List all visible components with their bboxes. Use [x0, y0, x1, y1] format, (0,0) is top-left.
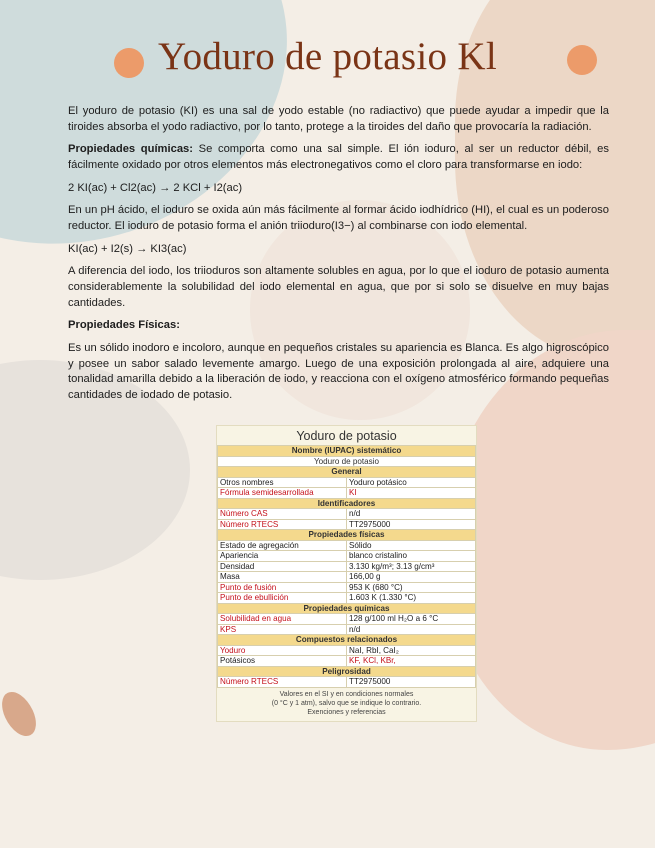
infobox-section-header — [218, 666, 476, 677]
infobox-row-label: Estado de agregación — [218, 540, 347, 551]
infobox-title: Yoduro de potasio — [296, 429, 397, 443]
infobox-row-label: Otros nombres — [218, 477, 347, 488]
infobox — [216, 425, 477, 722]
infobox-row — [218, 519, 476, 530]
infobox-row-label[interactable]: Solubilidad en agua — [218, 614, 347, 625]
physical-properties-heading — [68, 318, 609, 334]
infobox-row-value: Sólido — [347, 540, 476, 551]
infobox-section-header — [218, 498, 476, 509]
infobox-subheader-text: Yoduro de potasio — [218, 456, 476, 467]
infobox-row — [218, 509, 476, 520]
infobox-section-header — [218, 635, 476, 646]
equation-1: 2 KI(ac) + Cl2(ac) → 2 KCl + I2(ac) — [68, 181, 243, 194]
infobox-row — [218, 593, 476, 604]
infobox-section-header — [218, 467, 476, 478]
infobox-table — [217, 445, 476, 688]
infobox-row-value: NaI, RbI, CaI₂ — [347, 645, 476, 656]
infobox-footer — [217, 688, 476, 721]
infobox-row-label[interactable]: Yoduro — [218, 645, 347, 656]
physical-properties-heading-text: Propiedades Físicas: — [68, 319, 180, 332]
infobox-row — [218, 477, 476, 488]
infobox-row-value: n/d — [347, 509, 476, 520]
infobox-row-value: 128 g/100 ml H₂O a 6 °C — [347, 614, 476, 625]
infobox-row — [218, 551, 476, 562]
infobox-row — [218, 582, 476, 593]
equation-2: KI(ac) + I2(s) → KI3(ac) — [68, 242, 187, 255]
infobox-row — [218, 540, 476, 551]
infobox-row-value[interactable]: KI — [347, 488, 476, 499]
infobox-subheader — [218, 456, 476, 467]
infobox-row-value: TT2975000 — [347, 519, 476, 530]
infobox-row — [218, 614, 476, 625]
infobox-row-value: n/d — [347, 624, 476, 635]
infobox-section-title: Propiedades químicas — [218, 603, 476, 614]
infobox-row-value: blanco cristalino — [347, 551, 476, 562]
infobox-row-value: TT2975000 — [347, 677, 476, 688]
infobox-section-header — [218, 530, 476, 541]
infobox-row-label[interactable]: Fórmula semidesarrollada — [218, 488, 347, 499]
chemical-properties-heading: Propiedades químicas: — [68, 143, 194, 156]
background-shape — [0, 686, 42, 741]
infobox-footer-line: Valores en el SI y en condiciones normales — [279, 690, 414, 698]
infobox-row-value: 953 K (680 °C) — [347, 582, 476, 593]
infobox-row — [218, 624, 476, 635]
acid-paragraph: En un pH ácido, el ioduro se oxida aún más fácilmente al formar ácido iodhídrico (HI), el cual es un poderoso reductor. El ioduro de potasio forma el anión triioduro(I3−) al combinarse con iodo elemental. — [68, 204, 609, 233]
infobox-row-label[interactable]: Número CAS — [218, 509, 347, 520]
infobox-footer-line: (0 °C y 1 atm), salvo que se indique lo contrario. — [271, 699, 422, 707]
infobox-row-label: Densidad — [218, 561, 347, 572]
infobox-row-value: 1.603 K (1.330 °C) — [347, 593, 476, 604]
infobox-row-label: Masa — [218, 572, 347, 583]
infobox-row-value: 166,00 g — [347, 572, 476, 583]
infobox-row-label[interactable]: Punto de ebullición — [218, 593, 347, 604]
triiodide-paragraph: A diferencia del iodo, los triioduros son altamente solubles en agua, por lo que el ioduro de potasio aumenta considerablemente la solubilidad del iodo elemental en agua, que por si solo se disuelve en muy bajas cantidades. — [68, 265, 609, 309]
infobox-rows — [218, 446, 476, 688]
intro-paragraph: El yoduro de potasio (KI) es una sal de yodo estable (no radiactivo) que puede ayudar a impedir que la tiroides absorba el yodo radiactivo, por lo tanto, protege a la tiroides del daño que provocaría la radiación. — [68, 105, 609, 133]
infobox-row — [218, 645, 476, 656]
infobox-row — [218, 656, 476, 667]
infobox-row-label[interactable]: Número RTECS — [218, 519, 347, 530]
page-title: Yoduro de potasio Kl — [158, 35, 497, 78]
physical-properties-paragraph: Es un sólido inodoro e incoloro, aunque en pequeños cristales su apariencia es Blanca. Es algo higroscópico y posee un sabor salado levemente amargo. Luego de una exposición prolongada al aire, adquiere una tonalidad amarilla debido a la liberación de iodo, y reacciona con el oxígeno atmosférico formando pequeñas cantidades de iodado de potasio. — [68, 342, 609, 402]
chemical-properties-text: Se comporta como una sal simple. El ión ioduro, al ser un reductor débil, es fácilmente oxidado por otros elementos más electronegativos como el cloro para transformarse en iodo: — [68, 143, 609, 172]
infobox-row — [218, 561, 476, 572]
infobox-row-label: Apariencia — [218, 551, 347, 562]
infobox-section-title: Nombre (IUPAC) sistemático — [218, 446, 476, 457]
infobox-row-label[interactable]: Número RTECS — [218, 677, 347, 688]
infobox-row — [218, 677, 476, 688]
infobox-row-label: Potásicos — [218, 656, 347, 667]
infobox-row-value: 3.130 kg/m³; 3.13 g/cm³ — [347, 561, 476, 572]
infobox-section-title: Compuestos relacionados — [218, 635, 476, 646]
infobox-section-title: General — [218, 467, 476, 478]
infobox-section-header — [218, 603, 476, 614]
infobox-section-title: Peligrosidad — [218, 666, 476, 677]
infobox-row-label[interactable]: KPS — [218, 624, 347, 635]
infobox-row-value: Yoduro potásico — [347, 477, 476, 488]
infobox-section-title: Propiedades físicas — [218, 530, 476, 541]
infobox-row — [218, 488, 476, 499]
infobox-footer-link[interactable]: Exenciones y referencias — [307, 709, 386, 717]
infobox-row-label[interactable]: Punto de fusión — [218, 582, 347, 593]
chemical-properties-paragraph — [68, 142, 609, 173]
article-body — [68, 104, 609, 411]
infobox-row — [218, 572, 476, 583]
infobox-section-title: Identificadores — [218, 498, 476, 509]
infobox-row-value[interactable]: KF, KCl, KBr, — [347, 656, 476, 667]
infobox-section-header — [218, 446, 476, 457]
